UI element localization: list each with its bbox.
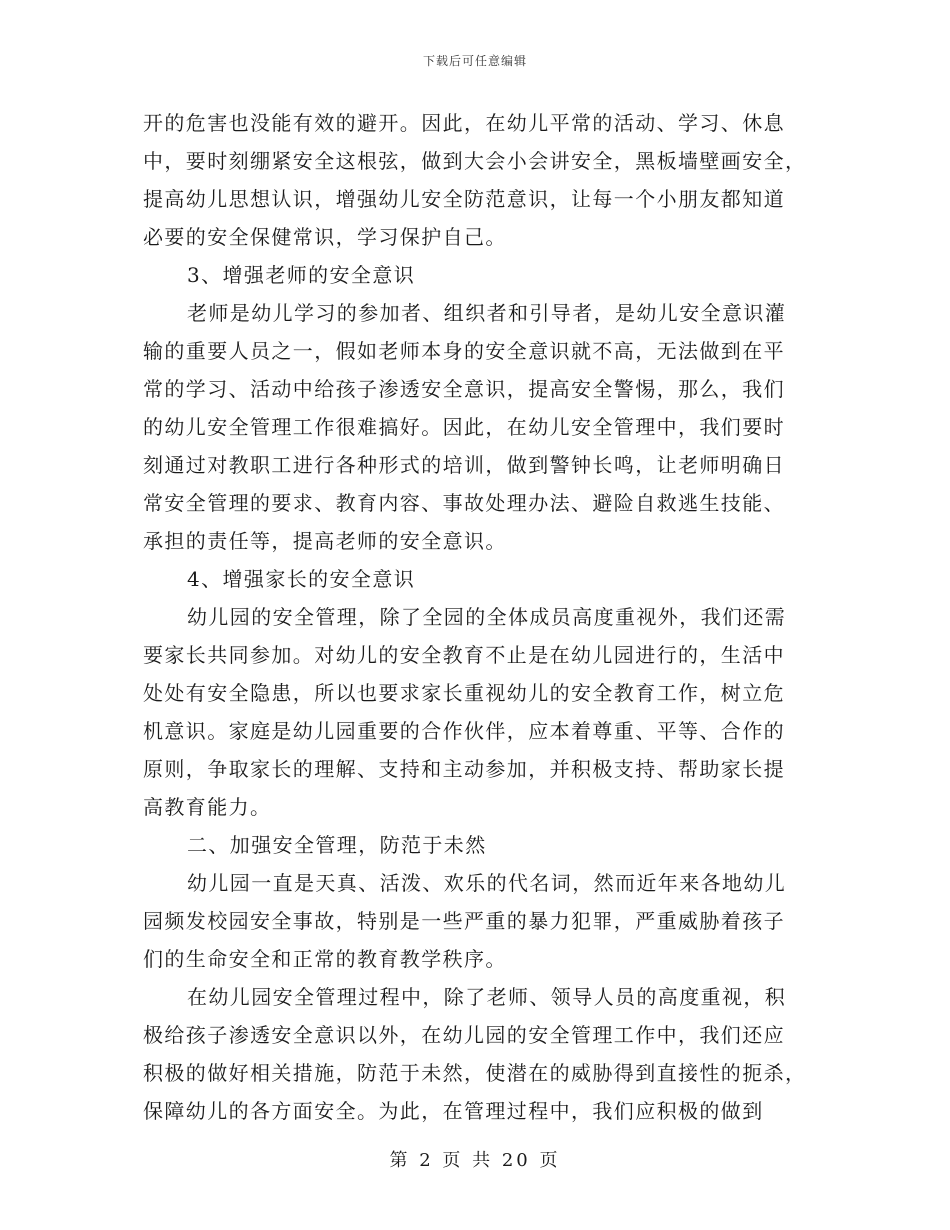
text-line: 幼儿园一直是天真、活泼、欢乐的代名词，然而近年来各地幼儿 [187,871,787,895]
text-line: 在幼儿园安全管理过程中，除了老师、领导人员的高度重视，积 [187,985,787,1009]
text-line: 们的生命安全和正常的教育教学秩序。 [143,947,507,971]
page-header: 下载后可任意编辑 [422,54,527,68]
text-line: 必要的安全保健常识，学习保护自己。 [143,225,507,249]
section-heading: 二、加强安全管理，防范于未然 [187,833,487,857]
text-line: 输的重要人员之一，假如老师本身的安全意识就不高，无法做到在平 [143,339,785,363]
text-line: 的幼儿安全管理工作很难搞好。因此，在幼儿安全管理中，我们要时 [143,415,785,439]
text-line: 提高幼儿思想认识，增强幼儿安全防范意识，让每一个小朋友都知道 [143,187,785,211]
text-line: 原则，争取家长的理解、支持和主动参加，并积极支持、帮助家长提 [143,757,785,781]
text-line: 处处有安全隐患，所以也要求家长重视幼儿的安全教育工作，树立危 [143,681,785,705]
text-line: 老师是幼儿学习的参加者、组织者和引导者，是幼儿安全意识灌 [187,301,787,325]
text-line: 幼儿园的安全管理，除了全园的全体成员高度重视外，我们还需 [187,605,787,629]
text-line: 中，要时刻绷紧安全这根弦，做到大会小会讲安全，黑板墙壁画安全， [143,149,807,173]
text-line: 积极的做好相关措施，防范于未然，使潜在的威胁得到直接性的扼杀， [143,1061,807,1085]
text-line: 承担的责任等，提高老师的安全意识。 [143,529,507,553]
text-line: 园频发校园安全事故，特别是一些严重的暴力犯罪，严重威胁着孩子 [143,909,785,933]
document-body [143,104,807,1130]
section-heading: 3、增强老师的安全意识 [187,263,416,287]
text-line: 极给孩子渗透安全意识以外，在幼儿园的安全管理工作中，我们还应 [143,1023,785,1047]
section-heading: 4、增强家长的安全意识 [187,567,416,591]
text-line: 高教育能力。 [143,795,272,819]
text-line: 要家长共同参加。对幼儿的安全教育不止是在幼儿园进行的，生活中 [143,643,785,667]
text-line: 常的学习、活动中给孩子渗透安全意识，提高安全警惕，那么，我们 [143,377,785,401]
text-line: 机意识。家庭是幼儿园重要的合作伙伴，应本着尊重、平等、合作的 [143,719,785,743]
text-line: 常安全管理的要求、教育内容、事故处理办法、避险自救逃生技能、 [143,491,785,515]
text-line: 刻通过对教职工进行各种形式的培训，做到警钟长鸣，让老师明确日 [143,453,785,477]
page-number: 第 2 页 共 20 页 [389,1150,561,1171]
text-line: 开的危害也没能有效的避开。因此，在幼儿平常的活动、学习、休息 [143,111,785,135]
text-line: 保障幼儿的各方面安全。为此，在管理过程中，我们应积极的做到 [143,1099,764,1123]
